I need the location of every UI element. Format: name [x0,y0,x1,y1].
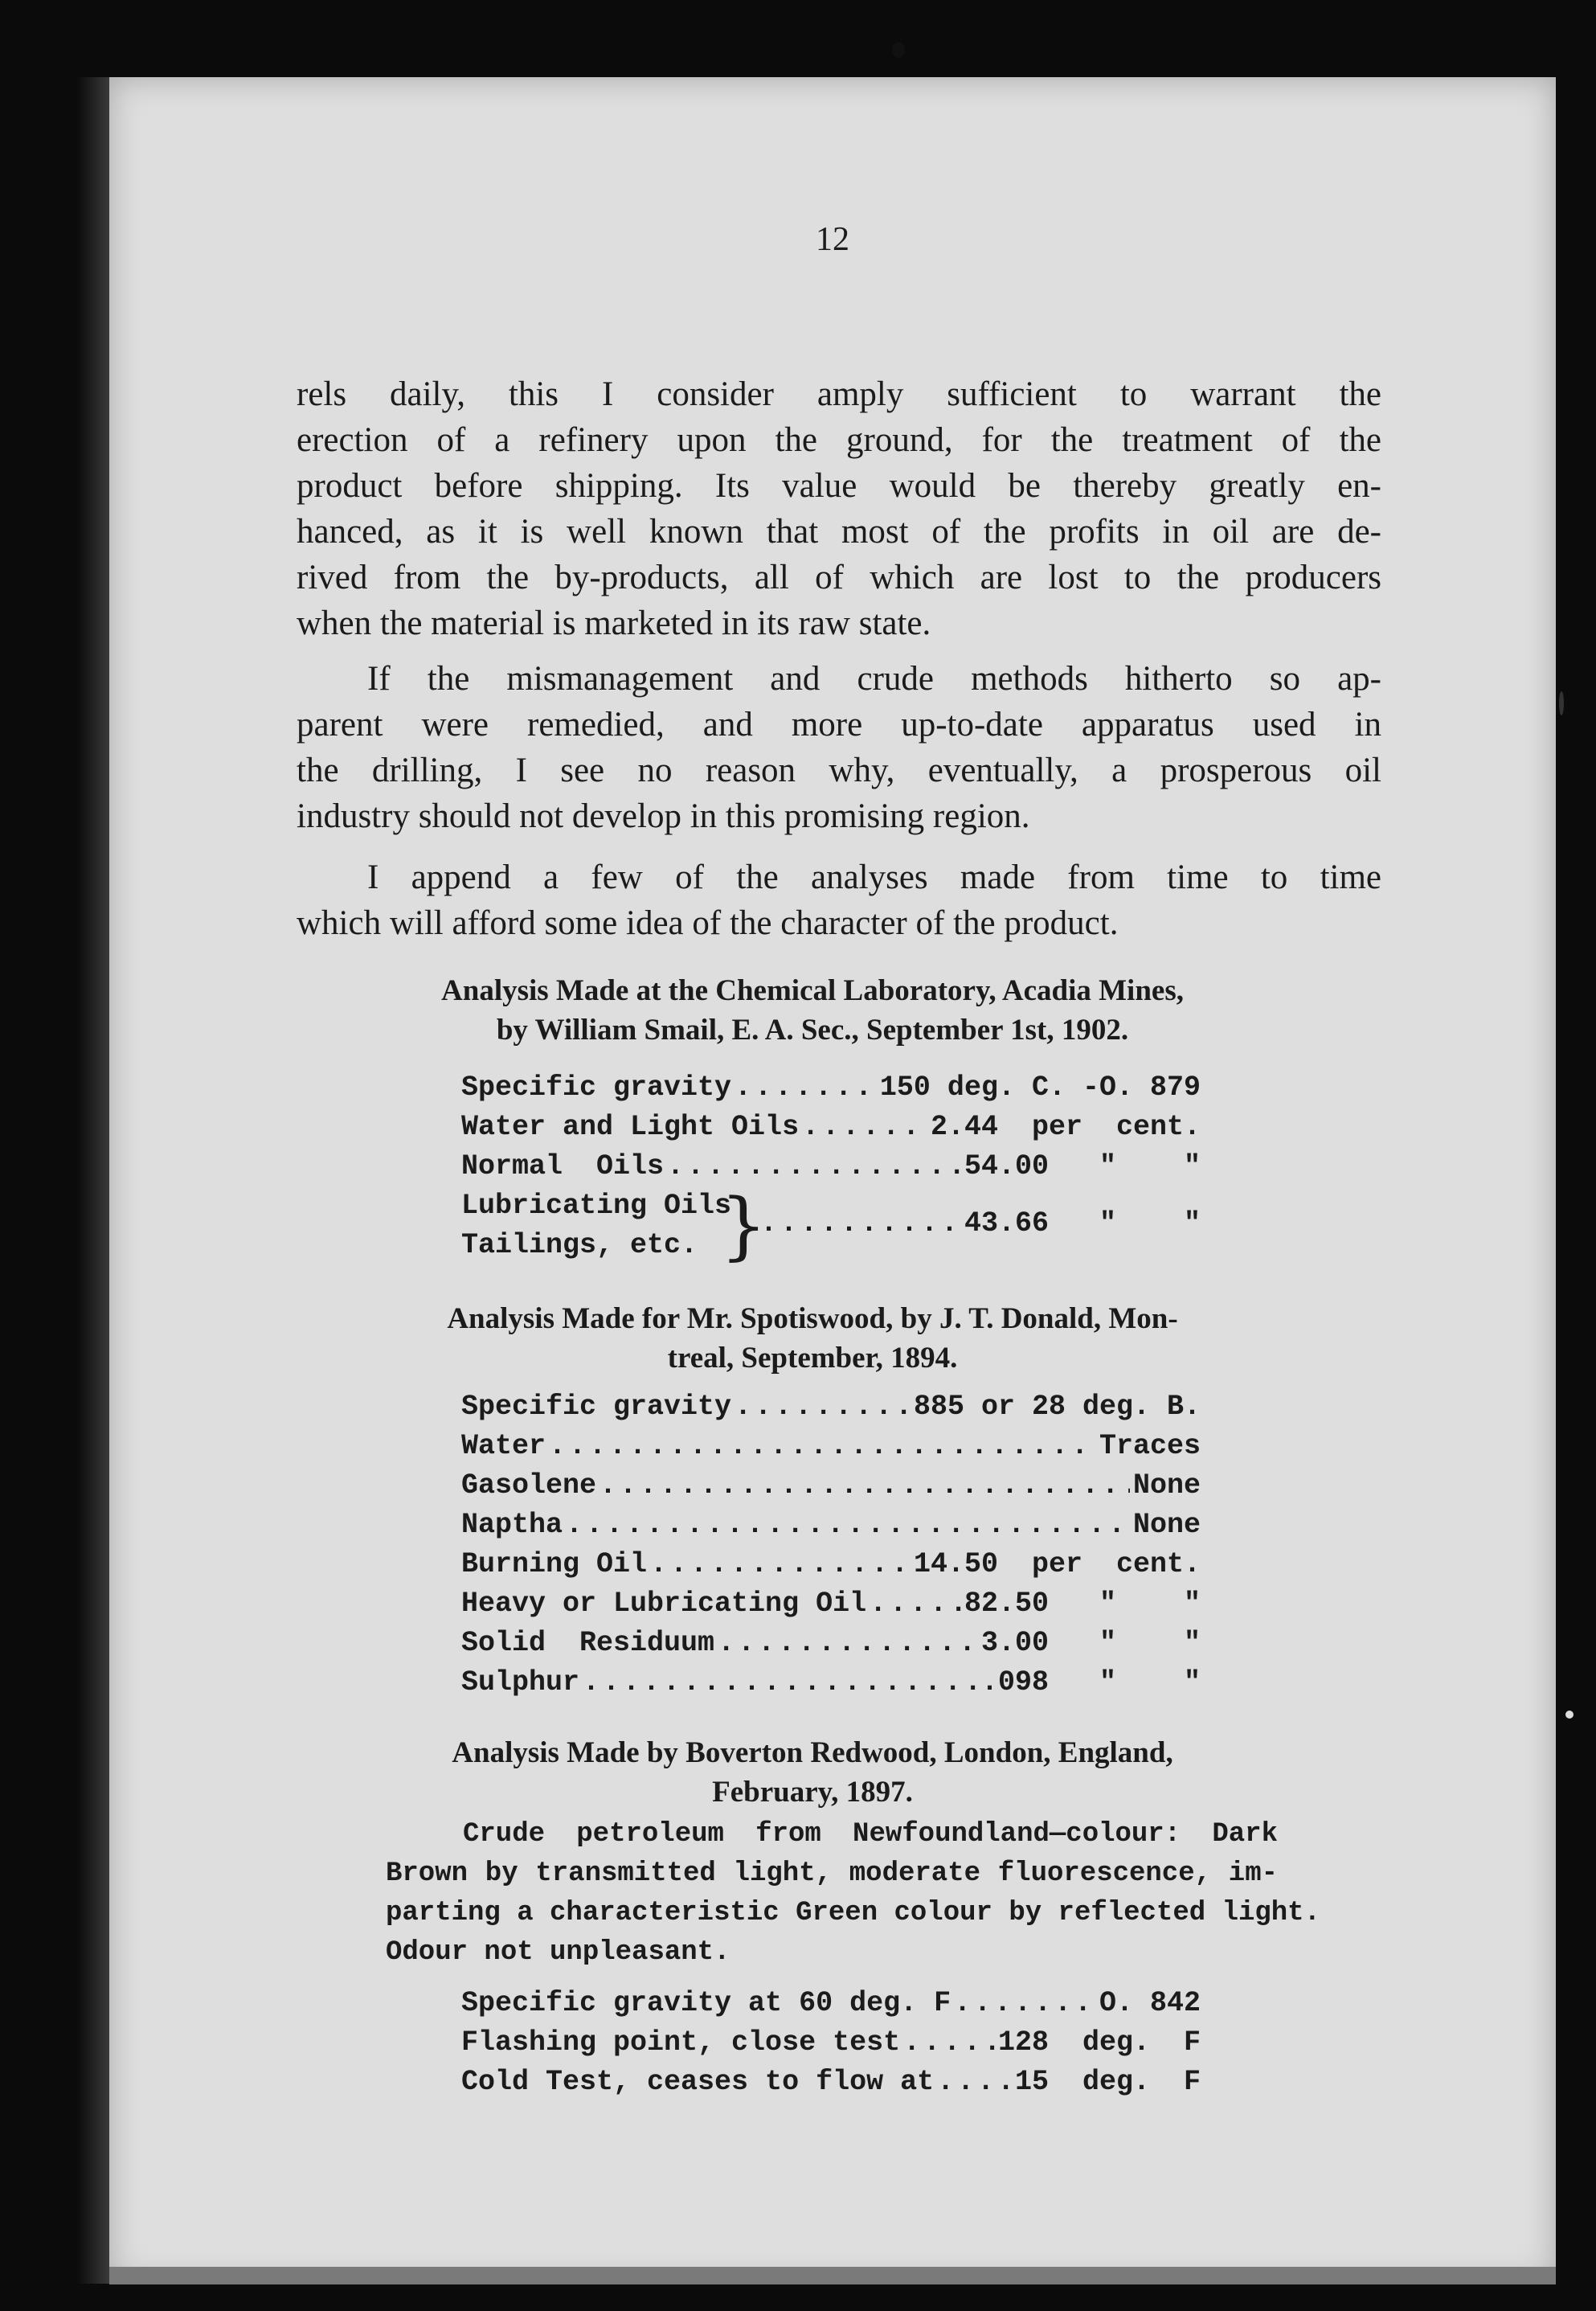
paragraph-1 [297,371,1381,646]
table-row [461,1068,1201,1108]
row-value: 54.00 " " [964,1150,1201,1182]
text-line: which will afford some idea of the character of the product. [297,904,1119,942]
table-row [461,1584,1201,1624]
row-label: Normal Oils [461,1150,665,1182]
row-value: 2.44 per cent. [930,1111,1201,1143]
text-line: product before shipping. Its value would be thereby greatly en- [297,467,1381,505]
text-line: the drilling, I see no reason why, eventually, a prosperous oil [297,752,1381,789]
leader-dots [937,2063,1012,2102]
paragraph-2 [297,656,1381,839]
row-label: Water [461,1430,546,1462]
text-line: erection of a refinery upon the ground, for the treatment of the [297,421,1381,459]
row-label: Gasolene [461,1469,597,1502]
table-row [461,1387,1201,1427]
leader-dots [566,1506,1130,1545]
scan-bottom-edge [109,2267,1556,2284]
row-value: .098 " " [980,1666,1201,1698]
table-row [461,1624,1201,1663]
row-label: Burning Oil [461,1548,648,1580]
row-value: Traces [1099,1430,1201,1462]
scan-speck [1565,1711,1573,1719]
row-value: 885 or 28 deg. B. [913,1391,1201,1423]
leader-dots [760,1204,964,1244]
table-row [461,1427,1201,1466]
leader-dots [802,1108,927,1147]
leader-dots [735,1387,911,1427]
text-line: Odour not unpleasant. [386,1937,730,1968]
row-label: Specific gravity [461,1072,732,1104]
row-label: Sulphur [461,1666,580,1698]
text-line: when the material is marketed in its raw state. [297,604,931,642]
table-row [461,1506,1201,1545]
heading-line: treal, September, 1894. [667,1342,958,1375]
row-value: 15 deg. F [1014,2066,1201,2098]
leader-dots [870,1584,961,1624]
table-row [461,1545,1201,1584]
page-number: 12 [816,221,849,258]
leader-dots [600,1466,1130,1506]
heading-line: Analysis Made at the Chemical Laboratory, Acadia Mines, [441,974,1184,1007]
combined-value-wrap [760,1204,1201,1244]
text-line: Crude petroleum from Newfoundland—colour: Dark [463,1819,1278,1850]
text-line: hanced, as it is well known that most of the profits in oil are de- [297,513,1381,551]
analysis-1-heading [350,971,1275,1050]
table-row [461,1147,1201,1186]
row-label: Specific gravity at 60 deg. F [461,1987,951,2019]
combined-row [461,1182,1201,1268]
heading-line: February, 1897. [712,1776,913,1809]
text-line: Brown by transmitted light, moderate fluorescence, im- [386,1858,1278,1889]
row-label: Water and Light Oils [461,1111,800,1143]
document-page [109,77,1556,2284]
row-value: O. 842 [1099,1987,1201,2019]
text-line: If the mismanagement and crude methods hitherto so ap- [367,660,1381,698]
leader-dots [718,1624,978,1663]
text-line: parent were remedied, and more up-to-date apparatus used in [297,706,1381,744]
leader-dots [549,1427,1096,1466]
row-value: 82.50 " " [964,1588,1201,1620]
table-row [461,1466,1201,1506]
row-value: 128 deg. F [997,2026,1201,2059]
row-value: 43.66 " " [964,1207,1201,1239]
heading-line: Analysis Made for Mr. Spotiswood, by J. T. Donald, Mon- [447,1302,1178,1335]
row-label: Cold Test, ceases to flow at [461,2066,935,2098]
leader-dots [650,1545,911,1584]
text-line: industry should not develop in this promising region. [297,797,1030,835]
table-row [461,1663,1201,1703]
scan-speck [1559,691,1564,715]
page-edge-shadow [77,77,109,2284]
row-value: 150 deg. C. -O. 879 [879,1072,1201,1104]
analysis-2-heading [350,1299,1275,1378]
row-label: Specific gravity [461,1391,732,1423]
heading-line: Analysis Made by Boverton Redwood, London, England, [452,1736,1173,1769]
analysis-3-table [461,1984,1201,2102]
analysis-3-heading [350,1733,1275,1812]
analysis-1-table [461,1068,1201,1268]
leader-dots [954,1984,1096,2023]
text-line: rels daily, this I consider amply sufficient to warrant the [297,375,1381,413]
row-label: Flashing point, close test [461,2026,901,2059]
row-value: 14.50 per cent. [913,1548,1201,1580]
row-label: Solid Residuum [461,1627,715,1659]
heading-line: by William Smail, E. A. Sec., September 1st, 1902. [496,1014,1129,1047]
paragraph-3 [297,854,1381,946]
row-value: 3.00 " " [980,1627,1201,1659]
leader-dots [903,2023,995,2063]
row-value: None [1132,1509,1201,1541]
row-label: Naptha [461,1509,563,1541]
analysis-2-table [461,1387,1201,1703]
text-line: parting a characteristic Green colour by reflected light. [386,1898,1320,1928]
table-row [461,2063,1201,2102]
row-label: Lubricating Oils [461,1190,732,1222]
brace-glyph: } [720,1182,767,1268]
leader-dots [583,1663,978,1703]
text-line: rived from the by-products, all of which are lost to the producers [297,559,1381,596]
table-row [461,2023,1201,2063]
row-label: Tailings, etc. [461,1229,698,1261]
scan-speck [892,42,905,58]
leader-dots [735,1068,877,1108]
analysis-3-description [386,1815,1320,1973]
row-value: None [1132,1469,1201,1502]
leader-dots [667,1147,961,1186]
table-row [461,1984,1201,2023]
text-line: I append a few of the analyses made from time to time [367,858,1381,896]
row-label: Heavy or Lubricating Oil [461,1588,867,1620]
table-row [461,1108,1201,1147]
